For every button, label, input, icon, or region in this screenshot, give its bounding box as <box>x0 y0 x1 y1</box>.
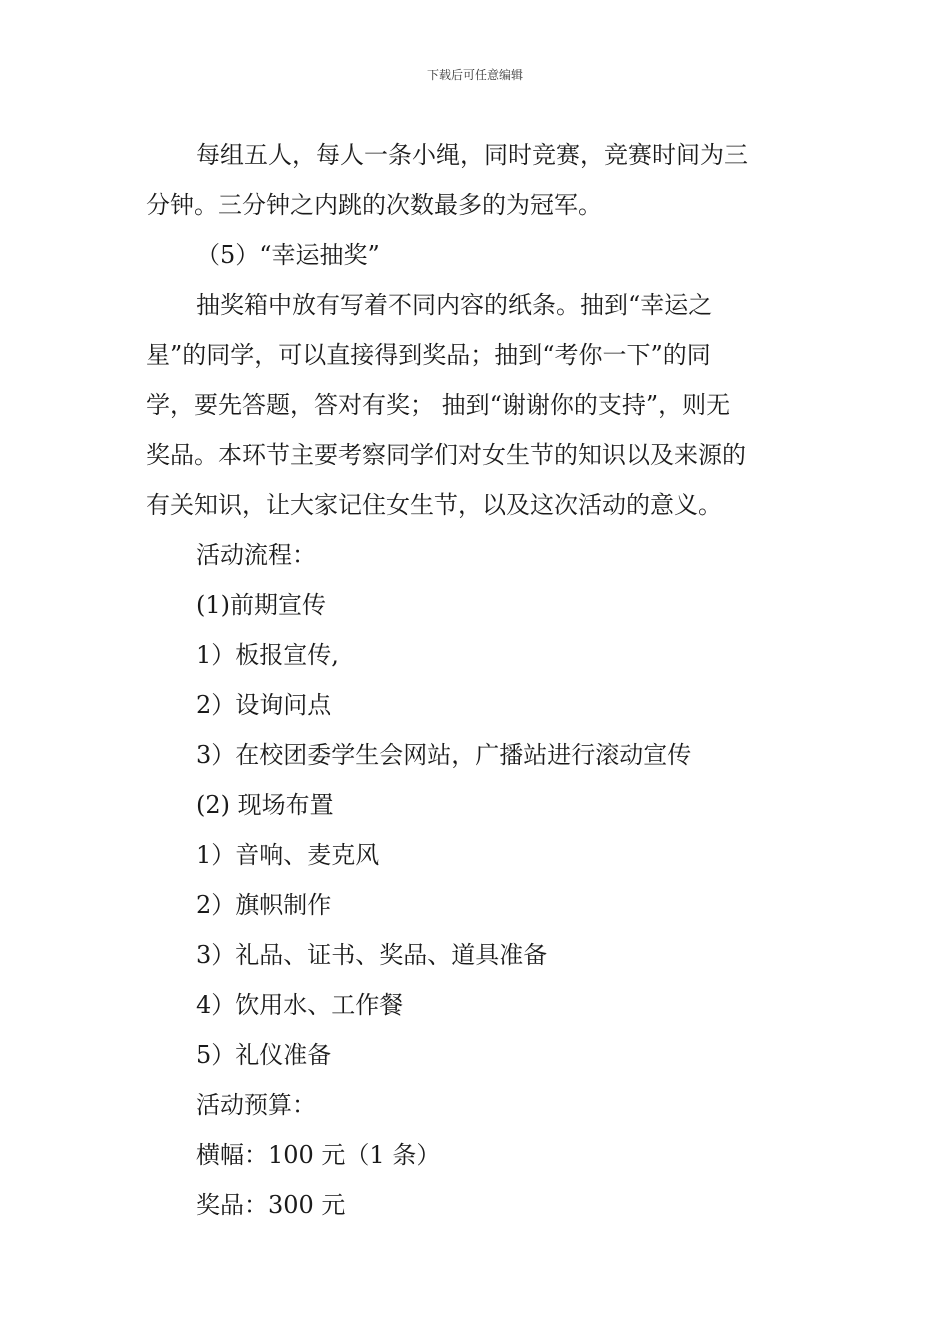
document-body <box>146 130 808 1230</box>
list-item: 奖品：300 元 <box>196 1191 346 1219</box>
paragraph-line: 抽奖箱中放有写着不同内容的纸条。抽到“幸运之 <box>196 291 713 319</box>
list-item: 活动流程： <box>196 541 316 569</box>
paragraph-line: 有关知识，让大家记住女生节，以及这次活动的意义。 <box>146 491 722 519</box>
section-heading: （5）“幸运抽奖” <box>196 241 380 269</box>
list-item: 4）饮用水、工作餐 <box>196 991 404 1019</box>
list-item: 3）礼品、证书、奖品、道具准备 <box>196 941 548 969</box>
list-item: 5）礼仪准备 <box>196 1041 332 1069</box>
list-item: 2）旗帜制作 <box>196 891 332 919</box>
paragraph-line: 分钟。三分钟之内跳的次数最多的为冠军。 <box>146 191 602 219</box>
list-item: (2) 现场布置 <box>196 791 334 819</box>
list-item: 横幅：100 元（1 条） <box>196 1141 441 1169</box>
list-item: 3）在校团委学生会网站，广播站进行滚动宣传 <box>196 741 692 769</box>
list-item: 活动预算： <box>196 1091 316 1119</box>
paragraph-line: 星”的同学，可以直接得到奖品；抽到“考你一下”的同 <box>146 341 711 369</box>
paragraph-line: 每组五人，每人一条小绳，同时竞赛，竞赛时间为三 <box>196 141 748 169</box>
paragraph-line: 奖品。本环节主要考察同学们对女生节的知识以及来源的 <box>146 441 746 469</box>
list-item: 2）设询问点 <box>196 691 332 719</box>
page-header: 下载后可任意编辑 <box>426 68 523 82</box>
list-item: 1）音响、麦克风 <box>196 841 380 869</box>
paragraph-line: 学，要先答题，答对有奖； 抽到“谢谢你的支持”，则无 <box>146 391 731 419</box>
list-item: 1）板报宣传, <box>196 641 339 669</box>
list-item: (1)前期宣传 <box>196 591 326 619</box>
